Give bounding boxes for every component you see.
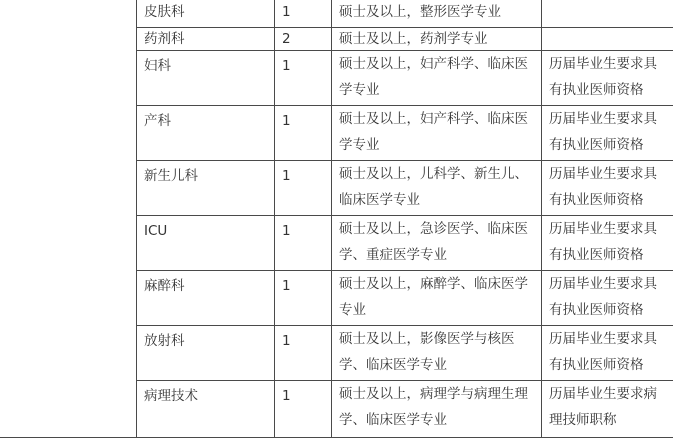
department-cell: 新生儿科 xyxy=(137,161,275,216)
headcount-cell: 1 xyxy=(275,0,332,28)
note-cell: 历届毕业生要求具有执业医师资格 xyxy=(542,216,673,271)
requirement-cell: 硕士及以上，妇产科学、临床医学专业 xyxy=(332,51,542,106)
requirement-cell: 硕士及以上，麻醉学、临床医学专业 xyxy=(332,271,542,326)
requirement-cell: 硕士及以上，病理学与病理生理学、临床医学专业 xyxy=(332,381,542,438)
requirement-cell: 硕士及以上，影像医学与核医学、临床医学专业 xyxy=(332,326,542,381)
note-cell: 历届毕业生要求具有执业医师资格 xyxy=(542,271,673,326)
note-cell: 历届毕业生要求具有执业医师资格 xyxy=(542,326,673,381)
headcount-cell: 2 xyxy=(275,28,332,51)
requirement-cell: 硕士及以上，整形医学专业 xyxy=(332,0,542,28)
department-cell: 麻醉科 xyxy=(137,271,275,326)
department-cell: 放射科 xyxy=(137,326,275,381)
requirement-cell: 硕士及以上，儿科学、新生儿、临床医学专业 xyxy=(332,161,542,216)
department-cell: 产科 xyxy=(137,106,275,161)
note-cell xyxy=(542,28,673,51)
note-cell: 历届毕业生要求具有执业医师资格 xyxy=(542,161,673,216)
headcount-cell: 1 xyxy=(275,326,332,381)
headcount-cell: 1 xyxy=(275,381,332,438)
note-cell: 历届毕业生要求具有执业医师资格 xyxy=(542,51,673,106)
headcount-cell: 1 xyxy=(275,161,332,216)
merged-category-cell xyxy=(0,0,137,438)
department-cell: 病理技术 xyxy=(137,381,275,438)
headcount-cell: 1 xyxy=(275,106,332,161)
table-row xyxy=(0,0,673,28)
headcount-cell: 1 xyxy=(275,271,332,326)
requirement-cell: 硕士及以上，急诊医学、临床医学、重症医学专业 xyxy=(332,216,542,271)
headcount-cell: 1 xyxy=(275,51,332,106)
note-cell: 历届毕业生要求具有执业医师资格 xyxy=(542,106,673,161)
note-cell: 历届毕业生要求病理技师职称 xyxy=(542,381,673,438)
department-cell: 皮肤科 xyxy=(137,0,275,28)
department-cell: 妇科 xyxy=(137,51,275,106)
department-cell: ICU xyxy=(137,216,275,271)
note-cell xyxy=(542,0,673,28)
headcount-cell: 1 xyxy=(275,216,332,271)
department-cell: 药剂科 xyxy=(137,28,275,51)
requirement-cell: 硕士及以上，药剂学专业 xyxy=(332,28,542,51)
requirement-cell: 硕士及以上，妇产科学、临床医学专业 xyxy=(332,106,542,161)
